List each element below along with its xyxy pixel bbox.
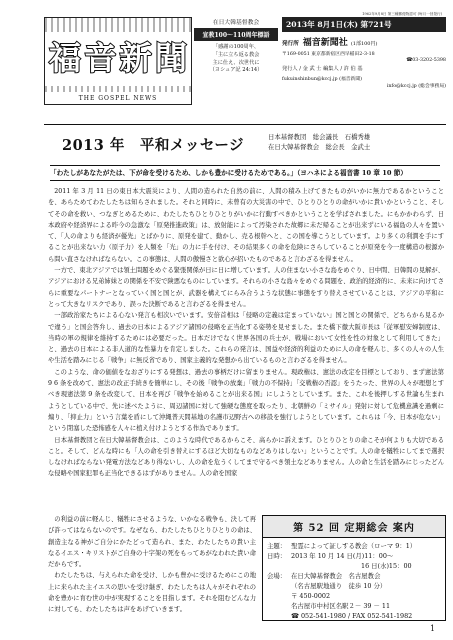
page-number: 1 — [430, 624, 436, 633]
masthead — [44, 17, 446, 109]
issue-date: 2013年 8月1日(木) 第721号 — [282, 17, 446, 32]
place-line: ☎ 052-541-1980 / FAX 052-541-1982 — [291, 612, 413, 620]
body-paragraph: わたしたちは、与えられた命を受け、しかも豊かに受けるためにこの地上に来られた主イエスの思いを受け継ぎ、わたしたちは人々がそれぞれの命を豊かに育む世の中が実現することを目指します。それを阻むどんな力に対しても、わたしたちは声をあげていきます。 — [48, 572, 256, 614]
email-news[interactable]: fukuinshinbun@kccj.jp (福音新聞) — [282, 77, 363, 82]
publisher-name: 福音新聞社 — [302, 38, 348, 48]
editor-names: 発行人 / 金 武 士 編集人 / 許 伯 基 — [282, 66, 363, 72]
issue-price: (1部100円) — [350, 41, 378, 47]
email-office[interactable]: info@kccj.jp (総会事務局) — [386, 84, 446, 89]
mission-slogan — [194, 44, 278, 75]
body-paragraph: 一方で、東北アジアでは領土問題をめぐる緊張関係が日に日に増しています。人の住まない小さな島をめぐり、日中間、日韓間の見解が、アジアにおける兄弟姉妹との関係を不安で険悪なものにしています。それらの小さな島々をめぐる問題を、政治的経済的に、未来に向けてさらに重要なパートナーとなっていく国と国とが、武器を構えてにらみ合うような状態に事態をすり替えさせていることは、アジアの平和にとって大きなリスクであり、誤った決断であると言わざるを得ません。 — [48, 267, 445, 308]
article-body-continued — [48, 514, 256, 616]
place-label: 会場： — [267, 572, 287, 580]
place-line: 〒 450-0002 — [291, 592, 331, 600]
publication-registration: 1962年9月8日 第三種郵便物認可 (毎月一回発行) — [362, 12, 442, 16]
scripture-quote: 「わたしがあなたがたは、下が命を受けるため、しかも豊かに受けるためである。」（ヨハネによる福音書 10 章 10 節） — [50, 165, 440, 181]
date-value-end: 16 日(水)15：00 — [361, 562, 412, 570]
logo-char-3: 新 — [119, 39, 152, 77]
place-line: 名古屋市中村区名駅２－ 39 － 11 — [291, 602, 391, 610]
date-value: 2013 年 10 月 14 日(月)11：00〜 — [291, 552, 394, 560]
church-name: 在日大韓基督教会 — [212, 20, 260, 26]
logo-underline-ornament — [45, 86, 191, 92]
mission-slogan-label: 宣教100〜110周年標語 — [194, 28, 278, 41]
assembly-place — [267, 571, 441, 581]
newspaper-logo — [44, 17, 192, 105]
church-info-column — [194, 17, 278, 75]
slogan-line: 「主に立ち返る教会 — [212, 51, 260, 58]
grape-vine-ornament — [45, 18, 191, 32]
assembly-details — [263, 538, 445, 624]
logo-char-4: 聞 — [154, 39, 187, 77]
body-paragraph: 日本基督教団と在日大韓基督教会は、このような時代であるからこそ、高らかに訴えます。ひとりひとりの命こそが何よりも大切であること。そして、どんな時にも「人の命を引き替えにするほど大切なものなどありはしない」ということです。人の命を犠牲にしてまで選択しなければならない発電方法などあり得ないし、人の命を危うくしてまで守るべき領土などありません。人の命と生活を踏みにじったどんな侵略や国家犯罪も正当化できるはずがありません。人の命を国家 — [48, 436, 444, 478]
signer-line: 在日大韓基督教会 総会長 金武士 — [268, 142, 371, 151]
body-paragraph: 一部政治家たちによる心ない発言も相次いでいます。安倍首相は「侵略の定義は定まっていない」国と国との関係で、どちらから見るかで違う」と国会答弁し、過去の日本によるアジア諸国の侵略を正当化する姿勢を見せました。また橋下徹大阪市長は「従軍慰安婦制度は、当時の軍の規律を維持するためには必要だった。日本だけでなく世界各国の兵士が、戦場において女性を性の対象として利用してきた」と、過去の日本による非人道的な性暴力を肯定しました。これらの発言は、国益や経済的利益のために人の命を軽んじ、多くの人々の人生や生活を踏みにじる「戦争」に無反省であり、国家主義的な発想から出ているものと言わざるを得ません。 — [48, 312, 445, 365]
publisher-label: 発行所 — [282, 41, 299, 47]
article-title: 2013 年 平和メッセージ — [62, 137, 245, 154]
body-paragraph: の利益の前に軽んじ、犠牲にさせるような、いかなる戦争も、決して再び許ってはならないのです。なぜなら、わたしたちひとりひとりの命は、創造主なる神がご自分にかたどって造られ、また、わたしたちの貴い主なるイエス・キリストがご自身の十字架の死をもってあがなわれた貴い命だからです。 — [48, 516, 256, 569]
body-paragraph: このような、命の価値をなおざりにする発想は、過去の事柄だけに留まりません。現政権は、憲法の改定を目標としており、まず憲法第 9 6 条を改めて、憲法の改正手続きを簡単にし、その後「戦争の放棄」「戦力の不保持」「交戦権の否認」をうたった、世界の人々が理想とすべき現憲法第 9 条を改変して、日本を再び「戦争を始めることが出来る国」にしようとしています。また、これを後押しする世論も生まれようとしている中で、先に述べたように、周辺諸国に対して強硬な態度を取ったり、北朝鮮の「ミサイル」発射に対して危機意識を過剰に煽り、「抑止力」という言葉を盾にして沖縄普天間基地の名護市辺野古への移設を強行しようとしています。これらは「今、日本が危ない」という閉塞した恐怖感を人々に植え付けようとする作為であります。 — [48, 368, 444, 433]
header-divider — [44, 124, 446, 125]
article-body — [48, 186, 444, 480]
slogan-line: 主に仕え、次世代に — [212, 59, 260, 66]
logo-char-2: 音 — [84, 39, 117, 77]
body-paragraph: 2011 年 3 月 11 日の東日本大震災により、人間の造られた自然の前に、人間の積み上げてきたものがいかに無力であるかということを、あらためてわたしたちは知らされました。それと同時に、未曾有の大災害の中で、ひとりひとりの命がいかに貴いかということ、そしてその命を救い、つなぎとめるために、わたしたちひとりひとりがいかに行動すべきかということを学ばされました。にもかかわらず、日本政府や経済界による昨今の急激な「原発推進政策」は、放射能によって汚染された故郷に未だ帰ることが出来ずにいる福島の人々を置いて、「人の命よりも経済が優先」とばかりに、原発を建て、動かし、売る根幹へと、この国を導こうとしています。より多くの利潤を手にすることが出来ない力（原子力）を人類を「光」の力に手を付け、その結果多くの命を危険にさらしていることが原発を今一度構造の根源から問い直さなければならない。この事態は、人間の傲慢さと欲心が招いたものであると言わざるを得ません。 — [48, 188, 444, 263]
logo-char-1: 福 — [49, 39, 82, 77]
assembly-notice-box — [262, 515, 446, 621]
assembly-theme — [267, 541, 441, 551]
slogan-line: （ヨシュア記 24:14） — [209, 67, 263, 74]
publisher-row — [282, 35, 446, 48]
place-line: （名古屋駅地通り 徒歩 10 分） — [291, 582, 387, 590]
assembly-title: 第 52 回 定期総会 案内 — [263, 516, 445, 538]
slogan-line: 「感謝の100周年、 — [212, 44, 260, 50]
signer-line: 日本基督教団 総会議長 石橋秀雄 — [268, 133, 371, 141]
theme-value: 聖霊によって証しする教会（ローマ 9：1） — [291, 542, 417, 550]
assembly-date — [267, 551, 441, 561]
publisher-info — [282, 17, 446, 89]
publisher-phone: ☎03-3202-5398 — [406, 58, 446, 63]
date-label: 日時： — [267, 552, 287, 560]
logo-english-subtitle: THE GOSPEL NEWS — [78, 95, 158, 102]
publisher-address: 〒169-0051 東京都新宿区西早稲田2-3-18 — [282, 52, 375, 57]
place-line: 在日大韓基督教会 名古屋教会 — [291, 572, 381, 580]
theme-label: 主題： — [267, 542, 287, 550]
article-signers — [268, 133, 370, 153]
logo-title — [49, 32, 187, 84]
